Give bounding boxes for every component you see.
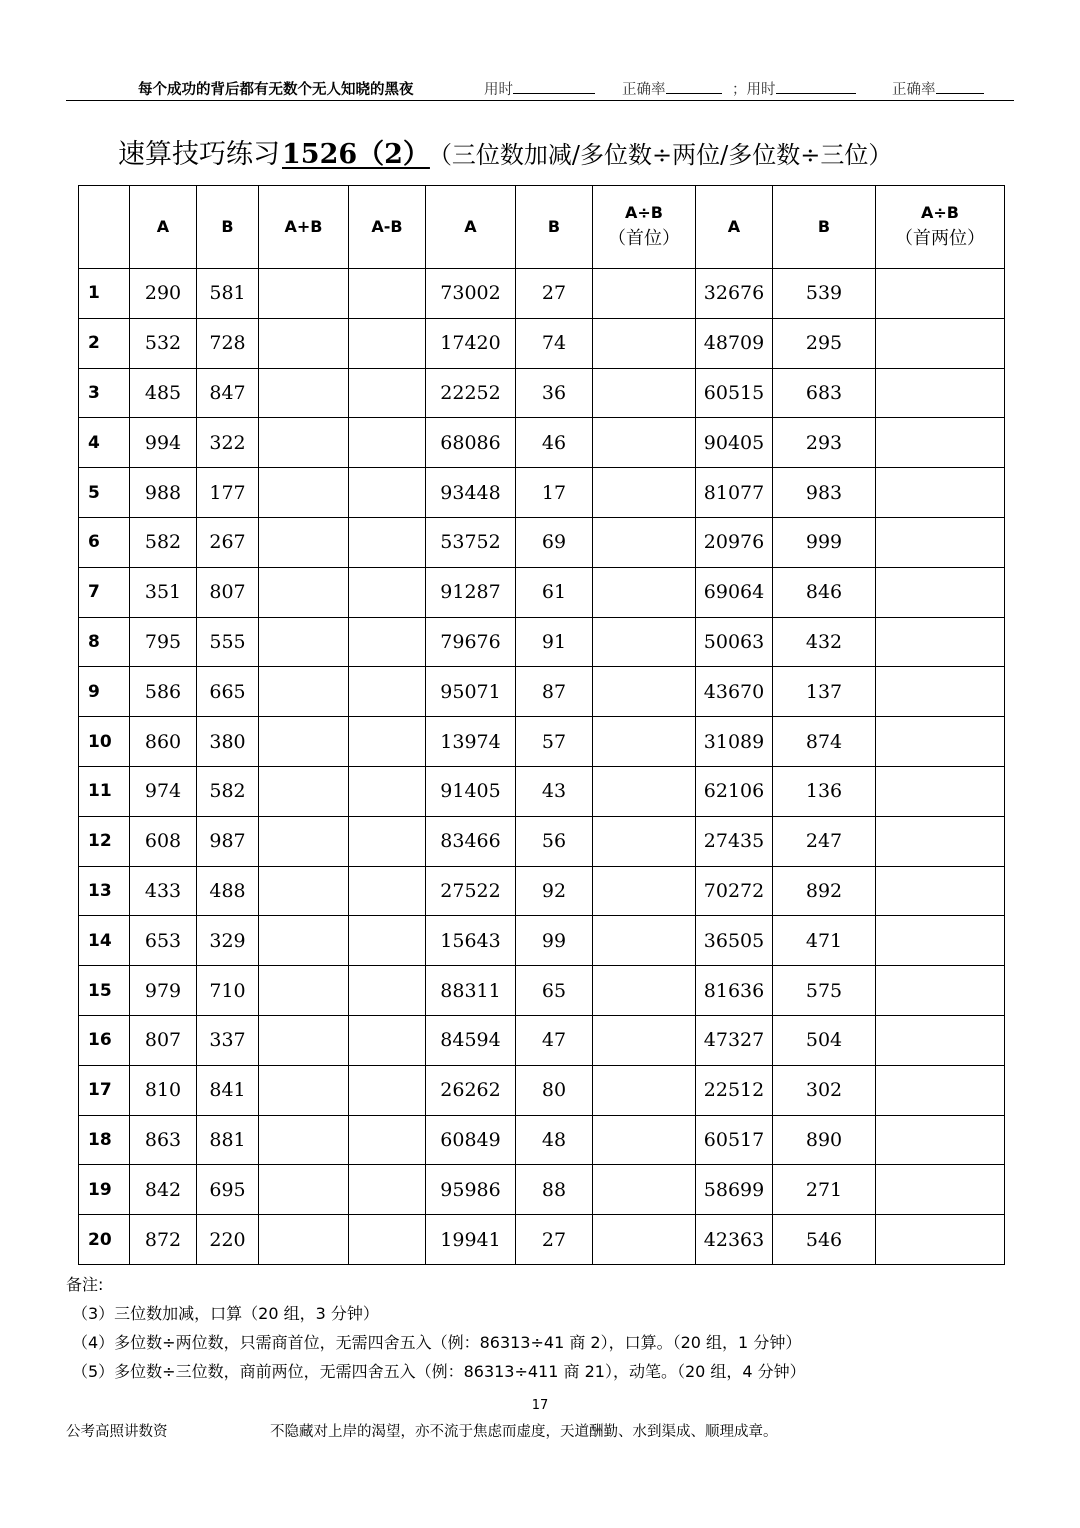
cell-b1: 987 (197, 816, 259, 866)
table-row (79, 816, 1005, 866)
cell-a1: 994 (130, 418, 197, 468)
page-title (118, 132, 892, 171)
answer-quotient-first[interactable] (593, 617, 696, 667)
cell-b3: 892 (773, 866, 876, 916)
footer-slogan: 不隐藏对上岸的渴望，亦不流于焦虑而虚度，天道酬勤、水到渠成、顺理成章。 (270, 1424, 778, 1440)
answer-diff[interactable] (349, 368, 426, 418)
table-row (79, 1165, 1005, 1215)
cell-a2: 73002 (426, 269, 516, 319)
cell-a2: 91287 (426, 567, 516, 617)
cell-b3: 546 (773, 1215, 876, 1265)
answer-sum[interactable] (259, 766, 349, 816)
cell-a2: 95071 (426, 667, 516, 717)
answer-quotient-first[interactable] (593, 717, 696, 767)
answer-quotient-two[interactable] (876, 1015, 1005, 1065)
row-index: 8 (79, 617, 130, 667)
cell-a3: 32676 (696, 269, 773, 319)
answer-quotient-first[interactable] (593, 368, 696, 418)
row-index: 14 (79, 916, 130, 966)
accuracy-blank-1[interactable] (666, 79, 722, 94)
answer-quotient-first[interactable] (593, 468, 696, 518)
cell-b1: 581 (197, 269, 259, 319)
table-row (79, 766, 1005, 816)
table-row (79, 1215, 1005, 1265)
answer-diff[interactable] (349, 1065, 426, 1115)
cell-b1: 337 (197, 1015, 259, 1065)
cell-a3: 48709 (696, 318, 773, 368)
cell-b1: 220 (197, 1215, 259, 1265)
cell-b1: 582 (197, 766, 259, 816)
cell-a1: 290 (130, 269, 197, 319)
cell-a1: 608 (130, 816, 197, 866)
answer-diff[interactable] (349, 766, 426, 816)
table-row (79, 468, 1005, 518)
answer-quotient-two[interactable] (876, 816, 1005, 866)
cell-a1: 979 (130, 966, 197, 1016)
cell-b1: 488 (197, 866, 259, 916)
header-sum: A+B (259, 186, 349, 269)
answer-quotient-first[interactable] (593, 816, 696, 866)
cell-b3: 136 (773, 766, 876, 816)
answer-sum[interactable] (259, 916, 349, 966)
cell-b1: 695 (197, 1165, 259, 1215)
cell-b1: 665 (197, 667, 259, 717)
cell-a2: 53752 (426, 517, 516, 567)
cell-b2: 48 (516, 1115, 593, 1165)
answer-quotient-first[interactable] (593, 1215, 696, 1265)
cell-a3: 90405 (696, 418, 773, 468)
answer-quotient-first[interactable] (593, 966, 696, 1016)
row-index: 19 (79, 1165, 130, 1215)
answer-sum[interactable] (259, 617, 349, 667)
row-index: 15 (79, 966, 130, 1016)
header-b2: B (516, 186, 593, 269)
row-index: 20 (79, 1215, 130, 1265)
cell-b2: 27 (516, 269, 593, 319)
cell-a3: 22512 (696, 1065, 773, 1115)
cell-b3: 432 (773, 617, 876, 667)
cell-a2: 91405 (426, 766, 516, 816)
table-row (79, 517, 1005, 567)
time-field-2[interactable] (732, 78, 856, 99)
notes-heading: 备注: (66, 1275, 104, 1294)
cell-b1: 841 (197, 1065, 259, 1115)
cell-b1: 728 (197, 318, 259, 368)
time-label-1: 用时 (484, 82, 513, 98)
cell-a2: 79676 (426, 617, 516, 667)
cell-b1: 329 (197, 916, 259, 966)
cell-a2: 15643 (426, 916, 516, 966)
table-row (79, 717, 1005, 767)
time-blank-1[interactable] (513, 79, 595, 94)
row-index: 1 (79, 269, 130, 319)
cell-b1: 177 (197, 468, 259, 518)
row-index: 17 (79, 1065, 130, 1115)
cell-b1: 322 (197, 418, 259, 468)
title-main: 速算技巧练习 (118, 139, 280, 170)
header-quotient-first-bottom: （首位） (608, 228, 680, 250)
cell-b3: 295 (773, 318, 876, 368)
answer-sum[interactable] (259, 517, 349, 567)
row-index: 7 (79, 567, 130, 617)
cell-b3: 539 (773, 269, 876, 319)
row-index: 16 (79, 1015, 130, 1065)
table-row (79, 966, 1005, 1016)
cell-b3: 983 (773, 468, 876, 518)
notes (66, 1270, 806, 1386)
cell-b2: 69 (516, 517, 593, 567)
header-quotient-first (593, 186, 696, 269)
answer-sum[interactable] (259, 269, 349, 319)
cell-a1: 586 (130, 667, 197, 717)
answer-sum[interactable] (259, 866, 349, 916)
time-blank-2[interactable] (776, 79, 856, 94)
cell-b3: 302 (773, 1065, 876, 1115)
cell-a2: 13974 (426, 717, 516, 767)
answer-sum[interactable] (259, 667, 349, 717)
header-quotient-two (876, 186, 1005, 269)
table-row (79, 1115, 1005, 1165)
answer-sum[interactable] (259, 1115, 349, 1165)
cell-b3: 890 (773, 1115, 876, 1165)
cell-a2: 95986 (426, 1165, 516, 1215)
cell-b2: 43 (516, 766, 593, 816)
cell-a3: 62106 (696, 766, 773, 816)
header-quotient-two-bottom: （首两位） (895, 228, 985, 250)
table-row (79, 368, 1005, 418)
accuracy-field-1[interactable] (622, 78, 722, 99)
cell-b2: 87 (516, 667, 593, 717)
answer-quotient-two[interactable] (876, 1115, 1005, 1165)
cell-b2: 27 (516, 1215, 593, 1265)
cell-b3: 271 (773, 1165, 876, 1215)
answer-quotient-two[interactable] (876, 667, 1005, 717)
cell-a1: 582 (130, 517, 197, 567)
cell-b3: 293 (773, 418, 876, 468)
cell-a3: 36505 (696, 916, 773, 966)
cell-b2: 91 (516, 617, 593, 667)
row-index: 5 (79, 468, 130, 518)
answer-quotient-two[interactable] (876, 966, 1005, 1016)
cell-b2: 99 (516, 916, 593, 966)
answer-diff[interactable] (349, 1115, 426, 1165)
header-b1: B (197, 186, 259, 269)
practice-table (78, 185, 1005, 1265)
answer-quotient-first[interactable] (593, 1115, 696, 1165)
row-index: 2 (79, 318, 130, 368)
answer-quotient-first[interactable] (593, 866, 696, 916)
cell-a1: 860 (130, 717, 197, 767)
answer-sum[interactable] (259, 1165, 349, 1215)
row-index: 10 (79, 717, 130, 767)
cell-b2: 46 (516, 418, 593, 468)
header-b3: B (773, 186, 876, 269)
answer-quotient-two[interactable] (876, 468, 1005, 518)
cell-b3: 874 (773, 717, 876, 767)
cell-a3: 60515 (696, 368, 773, 418)
header-index (79, 186, 130, 269)
note-line: （3）三位数加减，口算（20 组，3 分钟） (72, 1304, 379, 1323)
answer-diff[interactable] (349, 418, 426, 468)
footer-left: 公考高照讲数资 (66, 1424, 168, 1440)
answer-quotient-first[interactable] (593, 1015, 696, 1065)
cell-b2: 61 (516, 567, 593, 617)
cell-a3: 60517 (696, 1115, 773, 1165)
row-index: 13 (79, 866, 130, 916)
cell-a3: 58699 (696, 1165, 773, 1215)
header-a2: A (426, 186, 516, 269)
answer-quotient-two[interactable] (876, 269, 1005, 319)
row-index: 12 (79, 816, 130, 866)
accuracy-blank-2[interactable] (936, 79, 984, 94)
answer-quotient-first[interactable] (593, 269, 696, 319)
cell-a3: 20976 (696, 517, 773, 567)
time-field-1[interactable] (484, 78, 595, 99)
answer-quotient-first[interactable] (593, 916, 696, 966)
answer-diff[interactable] (349, 1165, 426, 1215)
cell-a2: 19941 (426, 1215, 516, 1265)
table-row (79, 418, 1005, 468)
cell-a3: 69064 (696, 567, 773, 617)
accuracy-label-2: 正确率 (892, 82, 936, 98)
cell-b1: 807 (197, 567, 259, 617)
cell-a3: 81636 (696, 966, 773, 1016)
answer-quotient-first[interactable] (593, 318, 696, 368)
table-header (79, 186, 1005, 269)
answer-sum[interactable] (259, 1065, 349, 1115)
cell-b3: 471 (773, 916, 876, 966)
row-index: 11 (79, 766, 130, 816)
table-row (79, 667, 1005, 717)
table-row (79, 1015, 1005, 1065)
table-row (79, 1065, 1005, 1115)
answer-diff[interactable] (349, 269, 426, 319)
table-row (79, 269, 1005, 319)
answer-diff[interactable] (349, 816, 426, 866)
row-index: 9 (79, 667, 130, 717)
cell-b3: 575 (773, 966, 876, 1016)
cell-b3: 137 (773, 667, 876, 717)
answer-quotient-first[interactable] (593, 766, 696, 816)
cell-a2: 88311 (426, 966, 516, 1016)
note-line: （4）多位数÷两位数，只需商首位，无需四舍五入（例：86313÷41 商 2），口算。（20 组，1 分钟） (72, 1333, 802, 1352)
accuracy-field-2[interactable] (892, 78, 984, 99)
answer-quotient-two[interactable] (876, 916, 1005, 966)
answer-quotient-two[interactable] (876, 418, 1005, 468)
table-body (79, 269, 1005, 1265)
cell-a1: 653 (130, 916, 197, 966)
cell-a2: 26262 (426, 1065, 516, 1115)
header-quotient-first-top: A÷B (625, 202, 663, 222)
table-row (79, 318, 1005, 368)
cell-b1: 881 (197, 1115, 259, 1165)
answer-diff[interactable] (349, 468, 426, 518)
cell-b2: 56 (516, 816, 593, 866)
cell-a2: 83466 (426, 816, 516, 866)
answer-sum[interactable] (259, 1015, 349, 1065)
cell-a3: 42363 (696, 1215, 773, 1265)
cell-b3: 504 (773, 1015, 876, 1065)
cell-b1: 555 (197, 617, 259, 667)
title-subtitle: （三位数加减/多位数÷两位/多位数÷三位） (439, 141, 893, 169)
answer-quotient-two[interactable] (876, 318, 1005, 368)
cell-b1: 267 (197, 517, 259, 567)
cell-a2: 17420 (426, 318, 516, 368)
cell-b2: 80 (516, 1065, 593, 1115)
answer-diff[interactable] (349, 966, 426, 1016)
answer-quotient-two[interactable] (876, 567, 1005, 617)
answer-diff[interactable] (349, 318, 426, 368)
answer-diff[interactable] (349, 567, 426, 617)
cell-a1: 351 (130, 567, 197, 617)
row-index: 4 (79, 418, 130, 468)
row-index: 18 (79, 1115, 130, 1165)
answer-quotient-two[interactable] (876, 1165, 1005, 1215)
title-code: 1526（2） (282, 139, 430, 170)
accuracy-label-1: 正确率 (622, 82, 666, 98)
cell-a1: 795 (130, 617, 197, 667)
answer-sum[interactable] (259, 418, 349, 468)
answer-sum[interactable] (259, 468, 349, 518)
answer-quotient-two[interactable] (876, 866, 1005, 916)
answer-sum[interactable] (259, 966, 349, 1016)
cell-b1: 847 (197, 368, 259, 418)
answer-quotient-first[interactable] (593, 1065, 696, 1115)
cell-a1: 433 (130, 866, 197, 916)
cell-a1: 532 (130, 318, 197, 368)
cell-b2: 74 (516, 318, 593, 368)
answer-quotient-first[interactable] (593, 567, 696, 617)
answer-quotient-two[interactable] (876, 717, 1005, 767)
cell-a1: 842 (130, 1165, 197, 1215)
cell-b2: 47 (516, 1015, 593, 1065)
cell-a3: 31089 (696, 717, 773, 767)
cell-a1: 872 (130, 1215, 197, 1265)
answer-quotient-first[interactable] (593, 517, 696, 567)
answer-diff[interactable] (349, 1015, 426, 1065)
answer-diff[interactable] (349, 617, 426, 667)
cell-a2: 60849 (426, 1115, 516, 1165)
header-motto: 每个成功的背后都有无数个无人知晓的黑夜 (138, 82, 414, 98)
answer-quotient-two[interactable] (876, 368, 1005, 418)
cell-a2: 93448 (426, 468, 516, 518)
answer-sum[interactable] (259, 368, 349, 418)
answer-quotient-two[interactable] (876, 766, 1005, 816)
cell-b1: 710 (197, 966, 259, 1016)
cell-a1: 974 (130, 766, 197, 816)
answer-diff[interactable] (349, 866, 426, 916)
cell-a1: 807 (130, 1015, 197, 1065)
table-row (79, 567, 1005, 617)
cell-b2: 57 (516, 717, 593, 767)
table-row (79, 866, 1005, 916)
table-row (79, 916, 1005, 966)
answer-quotient-two[interactable] (876, 1065, 1005, 1115)
cell-a1: 988 (130, 468, 197, 518)
answer-diff[interactable] (349, 717, 426, 767)
answer-sum[interactable] (259, 816, 349, 866)
note-line: （5）多位数÷三位数，商前两位，无需四舍五入（例：86313÷411 商 21），动笔。（20 组，4 分钟） (72, 1362, 806, 1381)
header-quotient-two-top: A÷B (921, 202, 959, 222)
answer-sum[interactable] (259, 318, 349, 368)
cell-b3: 999 (773, 517, 876, 567)
cell-a2: 22252 (426, 368, 516, 418)
cell-a1: 810 (130, 1065, 197, 1115)
answer-quotient-two[interactable] (876, 1215, 1005, 1265)
answer-sum[interactable] (259, 567, 349, 617)
separator: ； (732, 82, 747, 98)
row-index: 3 (79, 368, 130, 418)
answer-diff[interactable] (349, 916, 426, 966)
page-header (66, 76, 1014, 101)
cell-a1: 485 (130, 368, 197, 418)
cell-a3: 47327 (696, 1015, 773, 1065)
cell-a2: 84594 (426, 1015, 516, 1065)
cell-a3: 81077 (696, 468, 773, 518)
cell-b2: 92 (516, 866, 593, 916)
time-label-2: 用时 (746, 82, 776, 98)
answer-diff[interactable] (349, 667, 426, 717)
answer-quotient-first[interactable] (593, 667, 696, 717)
cell-b2: 88 (516, 1165, 593, 1215)
header-a1: A (130, 186, 197, 269)
cell-b1: 380 (197, 717, 259, 767)
table-row (79, 617, 1005, 667)
header-a3: A (696, 186, 773, 269)
cell-b3: 247 (773, 816, 876, 866)
answer-quotient-two[interactable] (876, 617, 1005, 667)
cell-b3: 846 (773, 567, 876, 617)
row-index: 6 (79, 517, 130, 567)
page-number: 17 (531, 1398, 549, 1413)
cell-a3: 50063 (696, 617, 773, 667)
cell-b2: 17 (516, 468, 593, 518)
answer-quotient-first[interactable] (593, 1165, 696, 1215)
cell-a3: 70272 (696, 866, 773, 916)
answer-sum[interactable] (259, 717, 349, 767)
cell-a3: 27435 (696, 816, 773, 866)
cell-a2: 27522 (426, 866, 516, 916)
cell-b2: 65 (516, 966, 593, 1016)
answer-sum[interactable] (259, 1215, 349, 1265)
answer-quotient-two[interactable] (876, 517, 1005, 567)
answer-quotient-first[interactable] (593, 418, 696, 468)
cell-a3: 43670 (696, 667, 773, 717)
answer-diff[interactable] (349, 517, 426, 567)
cell-a2: 68086 (426, 418, 516, 468)
header-diff: A-B (349, 186, 426, 269)
answer-diff[interactable] (349, 1215, 426, 1265)
cell-b3: 683 (773, 368, 876, 418)
cell-b2: 36 (516, 368, 593, 418)
cell-a1: 863 (130, 1115, 197, 1165)
